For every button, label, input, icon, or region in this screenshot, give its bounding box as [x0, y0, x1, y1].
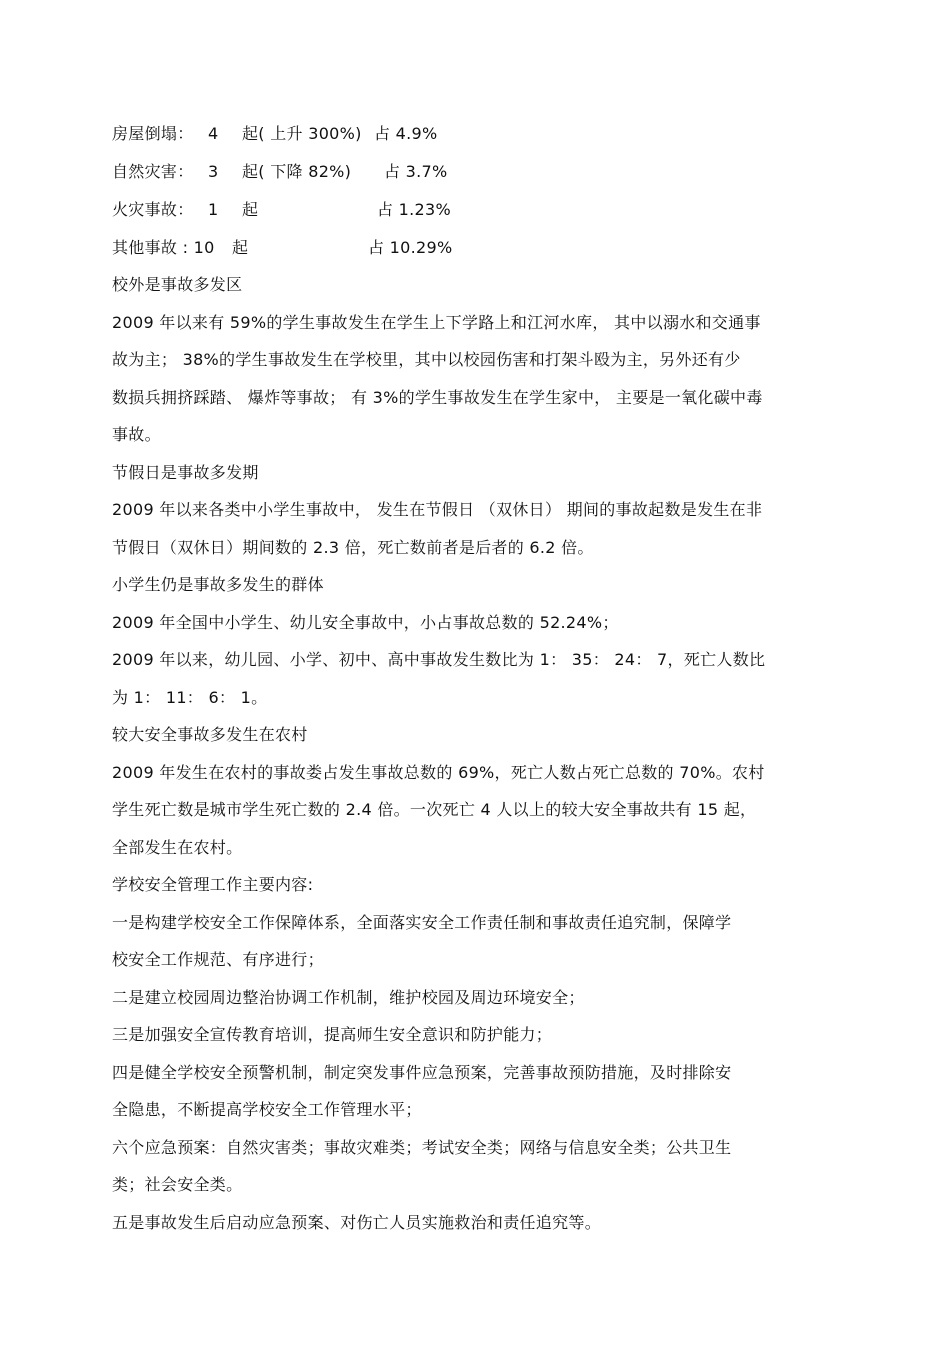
paragraph-line: 四是健全学校安全预警机制，制定突发事件应急预案，完善事故预防措施，及时排除安 — [112, 1063, 732, 1082]
section-heading-management: 学校安全管理工作主要内容: — [112, 875, 314, 894]
section-heading-holidays: 节假日是事故多发期 — [112, 463, 259, 482]
paragraph-line: 类；社会安全类。 — [112, 1175, 243, 1194]
stat-unit-trend: 起( 下降 82%) — [242, 162, 352, 181]
paragraph-line: 学生死亡数是城市学生死亡数的 2.4 倍。一次死亡 4 人以上的较大安全事故共有 15 起， — [112, 800, 757, 819]
paragraph-line: 故为主； 38%的学生事故发生在学校里，其中以校园伤害和打架斗殴为主，另外还有少 — [112, 350, 741, 369]
stat-category: 其他事故 : 10 — [112, 238, 215, 257]
paragraph-line: 六个应急预案：自然灾害类；事故灾难类；考试安全类；网络与信息安全类；公共卫生 — [112, 1138, 732, 1157]
stat-category: 火灾事故： — [112, 200, 194, 219]
section-heading-primary-students: 小学生仍是事故多发生的群体 — [112, 575, 324, 594]
paragraph-line: 为 1： 11： 6： 1。 — [112, 688, 268, 707]
stat-category: 房屋倒塌： — [112, 124, 194, 143]
paragraph-line: 全隐患，不断提高学校安全工作管理水平； — [112, 1100, 422, 1119]
paragraph-line: 数损兵拥挤踩踏、 爆炸等事故； 有 3%的学生事故发生在学生家中， 主要是一氧化碳中毒 — [112, 388, 763, 407]
paragraph-line: 2009 年以来各类中小学生事故中， 发生在节假日 （双休日） 期间的事故起数是发生在非 — [112, 500, 763, 519]
paragraph-line: 事故。 — [112, 425, 161, 444]
stat-count: 1 — [208, 200, 219, 219]
stat-unit-trend: 起 — [232, 238, 249, 257]
stat-unit-trend: 起 — [242, 200, 259, 219]
paragraph-line: 节假日（双休日）期间数的 2.3 倍，死亡数前者是后者的 6.2 倍。 — [112, 538, 594, 557]
stat-unit-trend: 起( 上升 300%) — [242, 124, 362, 143]
stat-category: 自然灾害： — [112, 162, 194, 181]
paragraph-line: 一是构建学校安全工作保障体系，全面落实安全工作责任制和事故责任追究制，保障学 — [112, 913, 732, 932]
stat-share: 占 1.23% — [377, 200, 452, 219]
stat-share: 占 4.9% — [374, 124, 438, 143]
paragraph-line: 校安全工作规范、有序进行； — [112, 950, 324, 969]
paragraph-line: 五是事故发生后启动应急预案、对伤亡人员实施救治和责任追究等。 — [112, 1213, 602, 1232]
stat-count: 4 — [208, 124, 219, 143]
paragraph-line: 2009 年以来，幼儿园、小学、初中、高中事故发生数比为 1： 35： 24： 7，死亡人数比 — [112, 650, 766, 669]
section-heading-rural: 较大安全事故多发生在农村 — [112, 725, 308, 744]
stat-count: 3 — [208, 162, 219, 181]
stat-share: 占 3.7% — [384, 162, 448, 181]
paragraph-line: 全部发生在农村。 — [112, 838, 243, 857]
stat-share: 占 10.29% — [368, 238, 453, 257]
paragraph-line: 2009 年全国中小学生、幼儿安全事故中，小占事故总数的 52.24%； — [112, 613, 619, 632]
paragraph-line: 三是加强安全宣传教育培训，提高师生安全意识和防护能力； — [112, 1025, 553, 1044]
section-heading-off-campus: 校外是事故多发区 — [112, 275, 243, 294]
paragraph-line: 2009 年以来有 59%的学生事故发生在学生上下学路上和江河水库， 其中以溺水和交通事 — [112, 313, 761, 332]
paragraph-line: 二是建立校园周边整治协调工作机制，维护校园及周边环境安全； — [112, 988, 585, 1007]
paragraph-line: 2009 年发生在农村的事故娄占发生事故总数的 69%，死亡人数占死亡总数的 70%。农村 — [112, 763, 765, 782]
